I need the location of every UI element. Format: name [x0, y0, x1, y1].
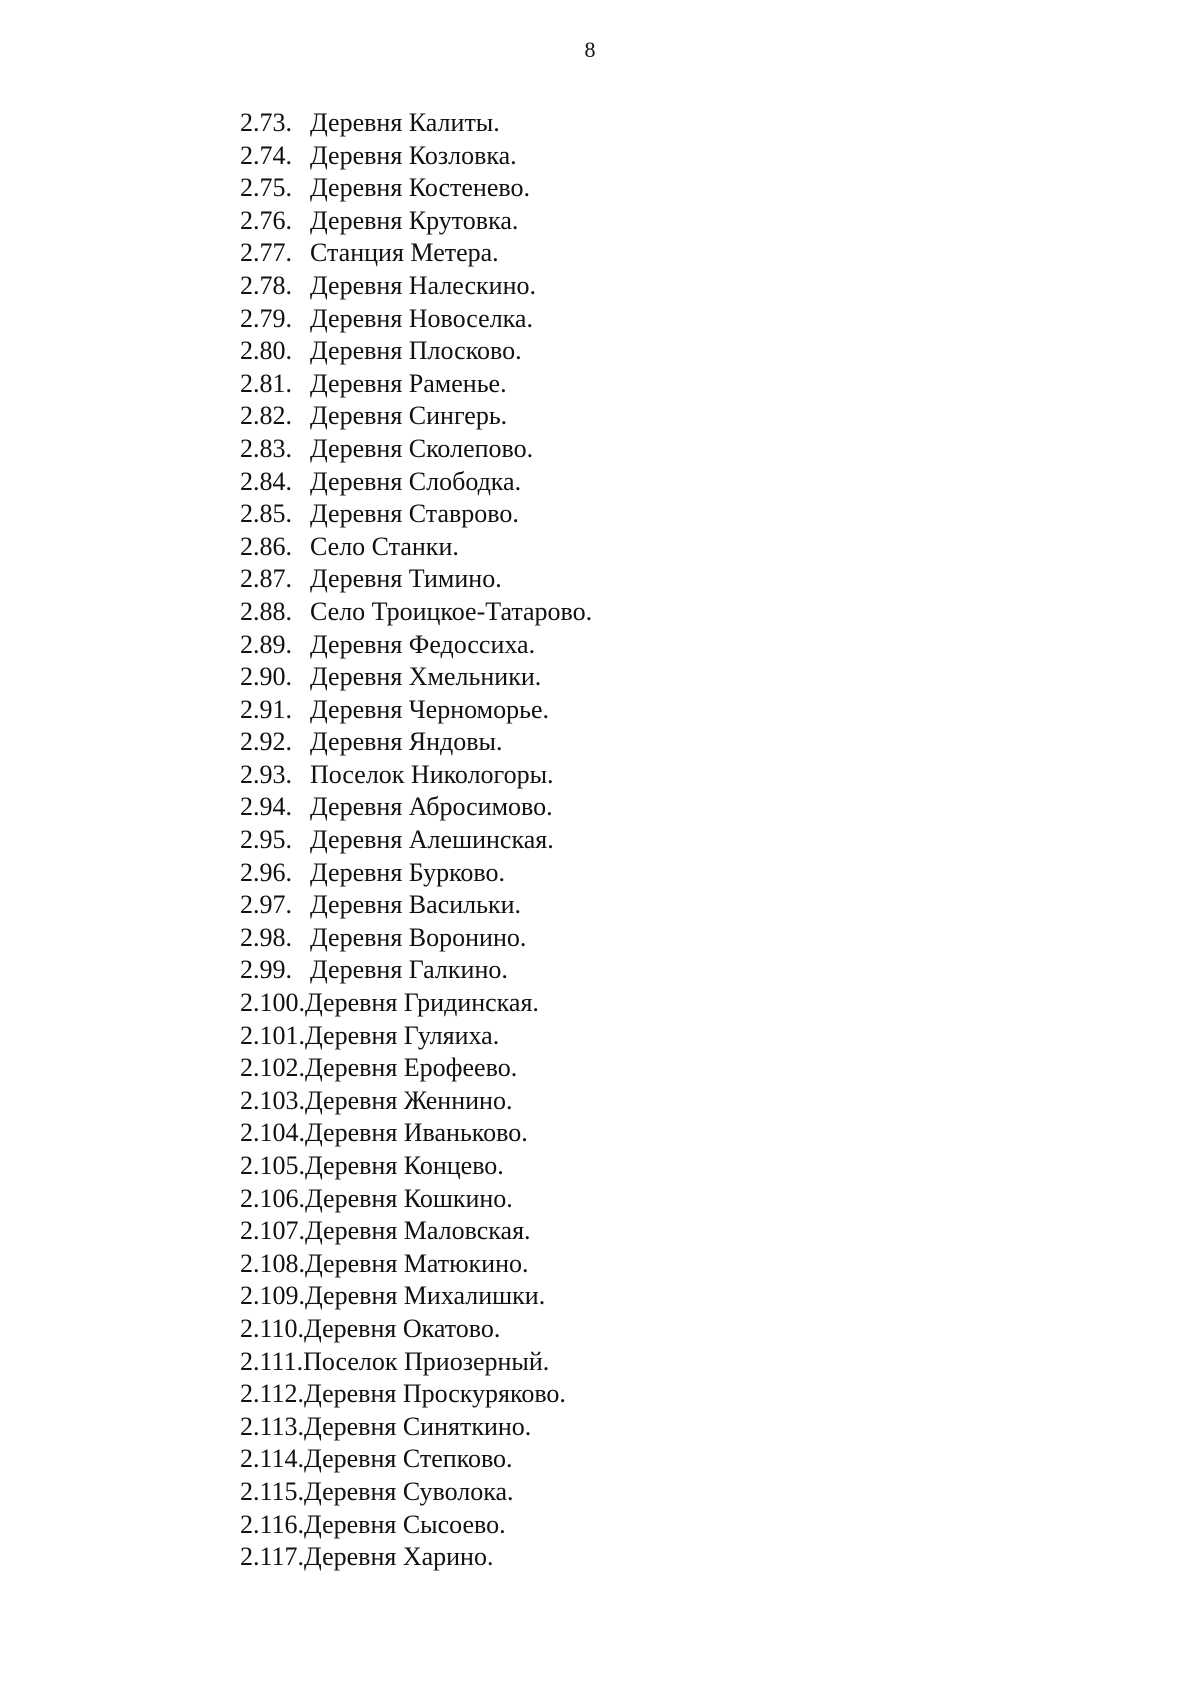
settlement-name: Деревня Гридинская.: [305, 988, 539, 1018]
settlement-name: Деревня Новоселка.: [310, 303, 533, 333]
item-number: 2.73.: [240, 108, 292, 137]
item-number: 2.98.: [240, 922, 292, 952]
item-number: 2.99.: [240, 955, 292, 985]
settlement-name: Деревня Концево.: [305, 1151, 504, 1180]
item-number: 2.89.: [240, 629, 292, 659]
item-number: 2.81.: [240, 368, 292, 398]
list-item: [240, 498, 592, 531]
list-item: [240, 1411, 592, 1444]
list-item: [240, 1476, 592, 1509]
list-item: [240, 889, 592, 922]
settlement-name: Деревня Тимино.: [310, 564, 502, 594]
settlement-name: Деревня Окатово.: [304, 1313, 501, 1343]
settlement-name: Деревня Козловка.: [310, 140, 517, 170]
settlement-name: Деревня Яндовы.: [310, 727, 503, 757]
item-number: 2.91.: [240, 694, 292, 724]
list-item: [240, 759, 592, 792]
settlement-name: Деревня Матюкино.: [305, 1248, 529, 1278]
list-item: [240, 531, 592, 564]
settlement-name: Деревня Ерофеево.: [305, 1053, 518, 1083]
list-item: [240, 1541, 592, 1574]
settlement-name: Деревня Слободка.: [310, 466, 522, 496]
item-number: 2.105.: [240, 1151, 305, 1180]
item-number: 2.104.: [240, 1118, 305, 1148]
item-number: 2.108.: [240, 1248, 305, 1278]
item-number: 2.93.: [240, 759, 292, 789]
item-number: 2.77.: [240, 238, 292, 268]
settlement-name: Деревня Воронино.: [310, 922, 527, 952]
list-item: [240, 1509, 592, 1542]
item-number: 2.78.: [240, 270, 292, 300]
item-number: 2.106.: [240, 1183, 305, 1213]
item-number: 2.110.: [240, 1313, 305, 1343]
list-item: [240, 1020, 592, 1053]
settlement-name: Деревня Женнино.: [305, 1085, 513, 1115]
list-item: [240, 270, 592, 303]
settlement-name: Деревня Костенево.: [310, 173, 530, 203]
list-item: [240, 563, 592, 596]
settlement-name: Деревня Маловская.: [305, 1216, 531, 1246]
item-number: 2.103.: [240, 1085, 305, 1115]
settlement-name: Деревня Синяткино.: [304, 1411, 532, 1441]
settlement-name: Деревня Галкино.: [310, 955, 508, 985]
settlement-name: Село Станки.: [310, 531, 459, 561]
item-number: 2.87.: [240, 564, 292, 594]
list-item: [240, 596, 592, 629]
item-number: 2.111.: [240, 1346, 304, 1376]
list-item: [240, 205, 592, 238]
list-item: [240, 791, 592, 824]
list-item: [240, 433, 592, 466]
list-item: [240, 335, 592, 368]
settlement-name: Деревня Иваньково.: [305, 1118, 528, 1148]
settlement-name: Деревня Калиты.: [310, 108, 500, 137]
settlement-name: Деревня Хмельники.: [310, 662, 542, 692]
settlement-name: Деревня Черноморье.: [310, 694, 549, 724]
settlement-name: Деревня Налескино.: [310, 270, 536, 300]
list-item: [240, 303, 592, 336]
settlement-name: Деревня Бурково.: [310, 857, 505, 887]
list-item: [240, 237, 592, 270]
settlement-name: Деревня Абросимово.: [310, 792, 553, 822]
item-number: 2.96.: [240, 857, 292, 887]
item-number: 2.112.: [240, 1379, 305, 1409]
list-item: [240, 987, 592, 1020]
item-number: 2.90.: [240, 662, 292, 692]
list-item: [240, 661, 592, 694]
list-item: [240, 172, 592, 205]
settlement-name: Деревня Ставрово.: [310, 499, 519, 529]
settlement-name: Деревня Раменье.: [310, 368, 507, 398]
list-item: [240, 466, 592, 499]
item-number: 2.82.: [240, 401, 292, 431]
settlement-name: Поселок Приозерный.: [303, 1346, 550, 1376]
item-number: 2.117.: [240, 1542, 305, 1572]
page-number: 8: [584, 37, 596, 62]
settlement-name: Деревня Алешинская.: [310, 825, 554, 855]
settlement-name: Деревня Гуляиха.: [305, 1020, 500, 1050]
settlement-name: Деревня Федоссиха.: [310, 629, 536, 659]
settlement-name: Деревня Степково.: [304, 1444, 513, 1474]
list-item: [240, 1150, 592, 1183]
item-number: 2.76.: [240, 205, 292, 235]
list-item: [240, 726, 592, 759]
list-item: [240, 922, 592, 955]
item-number: 2.107.: [240, 1216, 305, 1246]
item-number: 2.100.: [240, 988, 305, 1018]
item-number: 2.79.: [240, 303, 292, 333]
list-item: [240, 954, 592, 987]
list-item: [240, 694, 592, 727]
item-number: 2.84.: [240, 466, 292, 496]
list-item: [240, 1085, 592, 1118]
settlement-name: Деревня Крутовка.: [310, 205, 519, 235]
settlement-name: Деревня Кошкино.: [305, 1183, 513, 1213]
item-number: 2.83.: [240, 433, 292, 463]
item-number: 2.109.: [240, 1281, 305, 1311]
item-number: 2.85.: [240, 499, 292, 529]
settlement-name: Деревня Проскуряково.: [304, 1379, 566, 1409]
item-number: 2.80.: [240, 336, 292, 366]
list-item: [240, 1378, 592, 1411]
item-number: 2.113.: [240, 1411, 305, 1441]
list-item: [240, 140, 592, 173]
settlement-name: Поселок Никологоры.: [310, 759, 554, 789]
item-number: 2.86.: [240, 531, 292, 561]
settlement-name: Деревня Михалишки.: [305, 1281, 546, 1311]
list-item: [240, 824, 592, 857]
list-item: [240, 1280, 592, 1313]
item-number: 2.102.: [240, 1053, 305, 1083]
settlement-list: [240, 107, 592, 1574]
list-item: [240, 1215, 592, 1248]
list-item: [240, 629, 592, 662]
list-item: [240, 1052, 592, 1085]
settlement-name: Деревня Суволока.: [304, 1476, 514, 1506]
item-number: 2.116.: [240, 1509, 305, 1539]
settlement-name: Деревня Харино.: [304, 1542, 494, 1572]
list-item: [240, 857, 592, 890]
item-number: 2.115.: [240, 1476, 305, 1506]
item-number: 2.97.: [240, 890, 292, 920]
item-number: 2.94.: [240, 792, 292, 822]
item-number: 2.114.: [240, 1444, 305, 1474]
list-item: [240, 1117, 592, 1150]
settlement-name: Станция Метера.: [310, 238, 499, 268]
settlement-name: Деревня Сысоево.: [304, 1509, 506, 1539]
settlement-name: Деревня Сингерь.: [310, 401, 508, 431]
item-number: 2.101.: [240, 1020, 305, 1050]
item-number: 2.88.: [240, 596, 292, 626]
item-number: 2.74.: [240, 140, 292, 170]
item-number: 2.75.: [240, 173, 292, 203]
list-item: [240, 1183, 592, 1216]
list-item: [240, 1313, 592, 1346]
settlement-name: Деревня Сколепово.: [310, 433, 534, 463]
settlement-name: Деревня Васильки.: [310, 890, 521, 920]
list-item: [240, 400, 592, 433]
item-number: 2.95.: [240, 825, 292, 855]
list-item: [240, 1248, 592, 1281]
list-item: [240, 1443, 592, 1476]
list-item: [240, 107, 592, 140]
item-number: 2.92.: [240, 727, 292, 757]
settlement-name: Деревня Плосково.: [310, 336, 522, 366]
settlement-name: Село Троицкое-Татарово.: [310, 596, 593, 626]
list-item: [240, 1346, 592, 1379]
list-item: [240, 368, 592, 401]
